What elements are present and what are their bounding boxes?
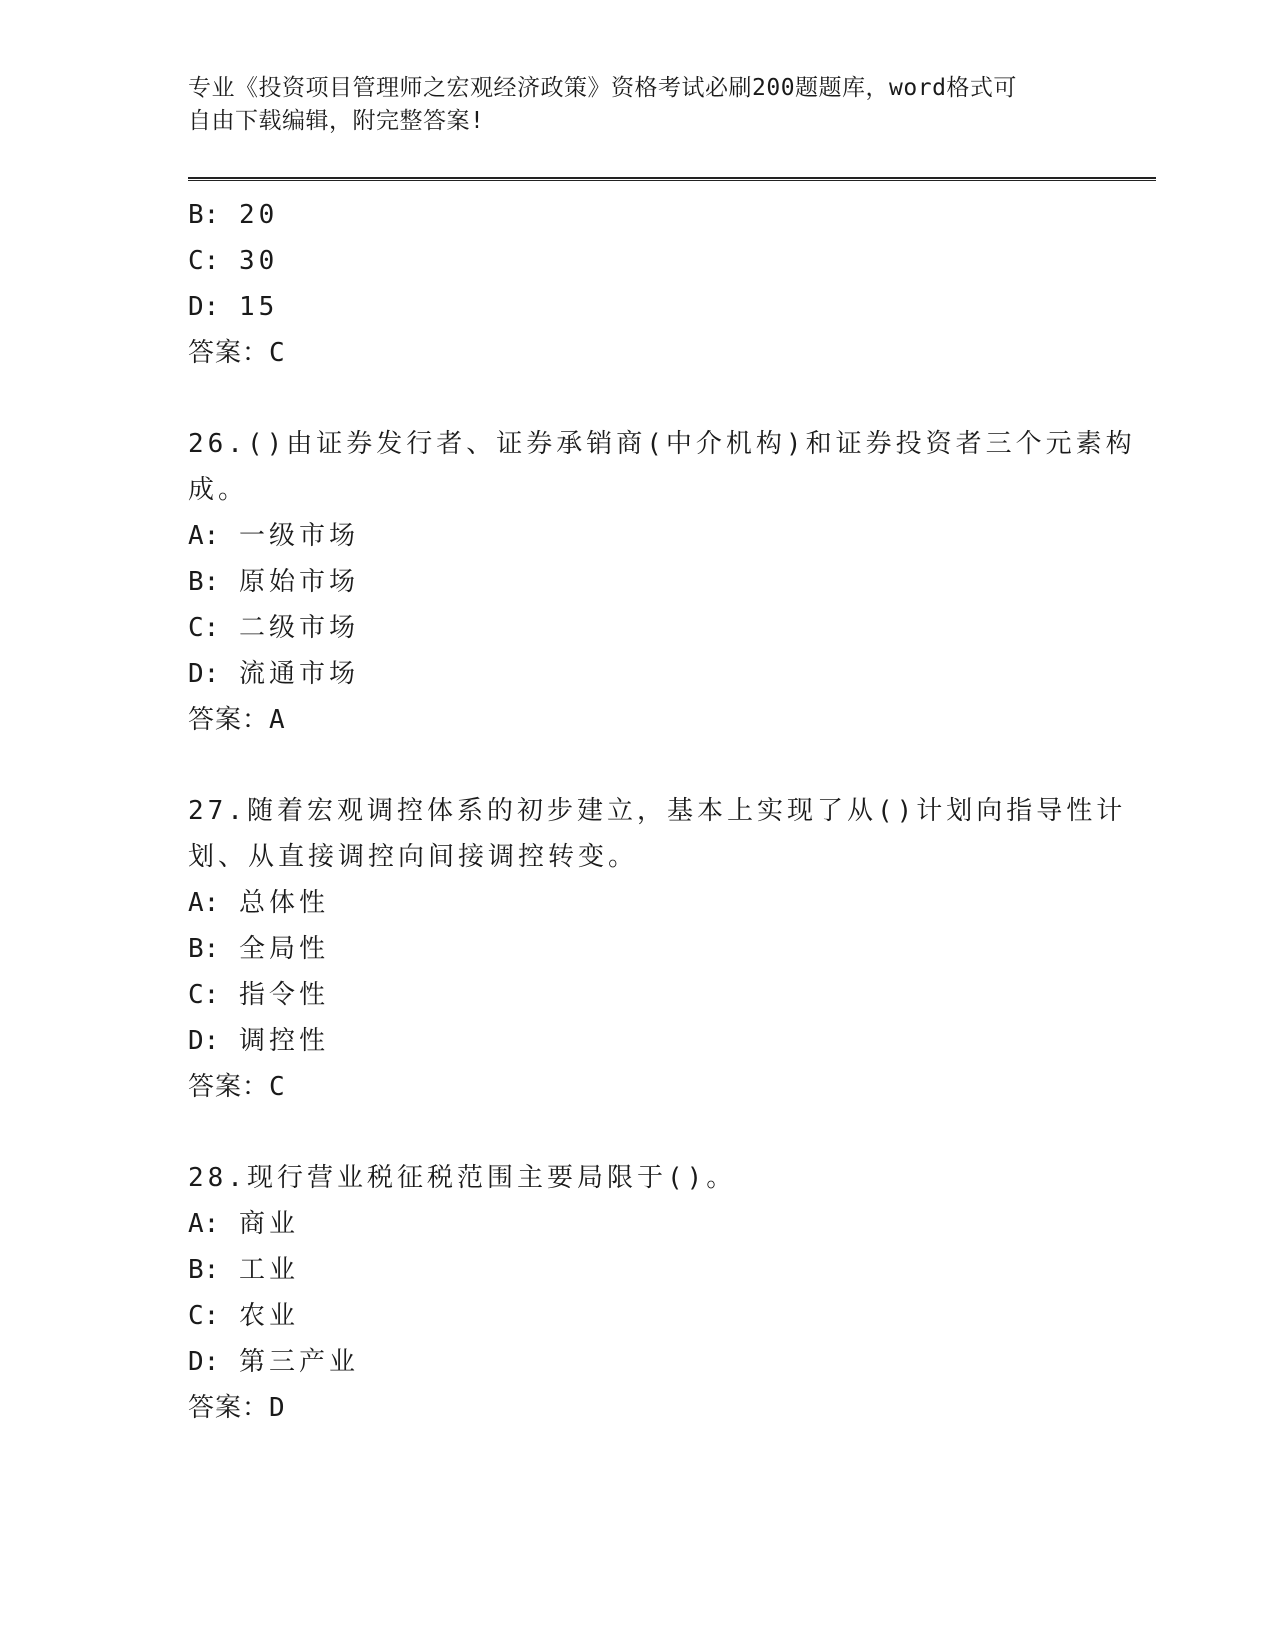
answer-line: 答案：A — [188, 705, 286, 735]
header-line-2: 自由下载编辑，附完整答案! — [188, 108, 485, 134]
page-header — [188, 72, 1088, 138]
option-c: C: 指令性 — [188, 980, 329, 1010]
answer-line: 答案：D — [188, 1393, 286, 1423]
question-stem-line-2: 成。 — [188, 475, 249, 505]
question-26 — [188, 421, 1136, 743]
header-line-1: 专业《投资项目管理师之宏观经济政策》资格考试必刷200题题库，word格式可 — [188, 75, 1017, 101]
option-b: B: 20 — [188, 200, 279, 230]
option-d: D: 15 — [188, 292, 279, 322]
option-b: B: 原始市场 — [188, 567, 359, 597]
option-d: D: 调控性 — [188, 1026, 329, 1056]
spacer — [188, 1110, 1088, 1155]
option-b: B: 全局性 — [188, 934, 329, 964]
option-d: D: 第三产业 — [188, 1347, 359, 1377]
question-28 — [188, 1155, 1088, 1431]
option-d: D: 流通市场 — [188, 659, 359, 689]
question-stem-line-1: 27.随着宏观调控体系的初步建立，基本上实现了从()计划向指导性计 — [188, 796, 1127, 826]
spacer — [188, 376, 1088, 421]
header-divider — [188, 177, 1156, 181]
question-25-tail — [188, 192, 1088, 376]
option-a: A: 总体性 — [188, 888, 329, 918]
question-list — [188, 192, 1136, 1431]
option-c: C: 农业 — [188, 1301, 299, 1331]
option-b: B: 工业 — [188, 1255, 299, 1285]
spacer — [188, 743, 1088, 788]
question-27 — [188, 788, 1127, 1110]
option-c: C: 二级市场 — [188, 613, 359, 643]
option-c: C: 30 — [188, 246, 279, 276]
answer-line: 答案：C — [188, 338, 286, 368]
question-stem-line-1: 28.现行营业税征税范围主要局限于()。 — [188, 1163, 737, 1193]
option-a: A: 一级市场 — [188, 521, 359, 551]
answer-line: 答案：C — [188, 1072, 286, 1102]
question-stem-line-1: 26.()由证券发行者、证券承销商(中介机构)和证券投资者三个元素构 — [188, 429, 1136, 459]
question-stem-line-2: 划、从直接调控向间接调控转变。 — [188, 842, 639, 872]
option-a: A: 商业 — [188, 1209, 299, 1239]
